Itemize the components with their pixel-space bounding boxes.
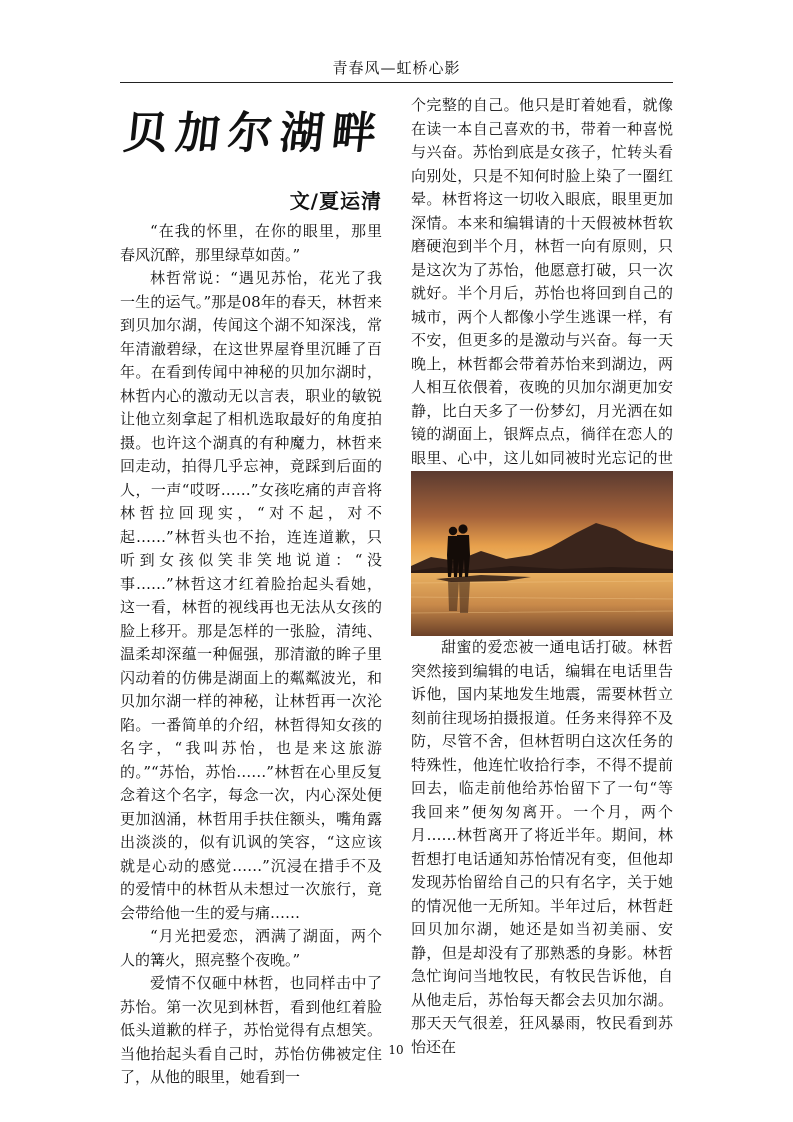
right-column-top	[411, 94, 673, 494]
paragraph-meeting: 林哲常说：“遇见苏怡，花光了我一生的运气。”那是08年的春天，林哲来到贝加尔湖，传闻这个湖不知深浅，常年清澈碧绿，在这世界屋脊里沉睡了百年。在看到传闻中神秘的贝加尔湖时，林哲内心的激动无以言表，职业的敏锐让他立刻拿起了相机选取最好的角度拍摄。也许这个湖真的有种魔力，林哲来回走动，拍得几乎忘神，竟踩到后面的人，一声“哎呀……”女孩吃痛的声音将林哲拉回现实，“对不起，对不起……”林哲头也不抬，连连道歉，只听到女孩似笑非笑地说道：“没事……”林哲这才红着脸抬起头看她，这一看，林哲的视线再也无法从女孩的脸上移开。那是怎样的一张脸，清纯、温柔却深蕴一种倔强，那清澈的眸子里闪动着的仿佛是湖面上的粼粼波光，和贝加尔湖一样的神秘，让林哲再一次沦陷。一番简单的介绍，林哲得知女孩的名字，“我叫苏怡，也是来这旅游的。”“苏怡，苏怡……”林哲在心里反复念着这个名字，每念一次，内心深处便更加汹涌，林哲用手扶住额头，嘴角露出淡淡的，似有讥讽的笑容，“这应该就是心动的感觉……”沉浸在措手不及的爱情中的林哲从未想过一次旅行，竟会带给他一生的爱与痛……	[120, 269, 382, 922]
article-byline: 文/夏运清	[289, 189, 382, 213]
paragraph-continuation: 个完整的自己。他只是盯着她看，就像在读一本自己喜欢的书，带着一种喜悦与兴奋。苏怡到底是女孩子，忙转头看向别处，只是不知何时脸上染了一圈红晕。林哲将这一切收入眼底，眼里更加深情。本来和编辑请的十天假被林哲软磨硬泡到半个月，林哲一向有原则，只是这次为了苏怡，他愿意打破，只一次就好。半个月后，苏怡也将回到自己的城市，两个人都像小学生逃课一样，有不安，但更多的是激动与兴奋。每一天晚上，林哲都会带着苏怡来到湖边，两人相互依偎着，夜晚的贝加尔湖更加安静，比白天多了一份梦幻，月光洒在如镜的湖面上，银辉点点，徜徉在恋人的眼里、心中，这儿如同被时光忘记的世	[411, 96, 673, 467]
right-column-bottom	[411, 636, 673, 1059]
sunset-couple-illustration	[411, 471, 673, 636]
paragraph-separation: 甜蜜的爱恋被一通电话打破。林哲突然接到编辑的电话，编辑在电话里告诉他，国内某地发生地震，需要林哲立刻前往现场拍摄报道。任务来得猝不及防，尽管不舍，但林哲明白这次任务的特殊性，他连忙收拾行李，不得不提前回去，临走前他给苏怡留下了一句“等我回来”便匆匆离开。一个月，两个月……林哲离开了将近半年。期间，林哲想打电话通知苏怡情况有变，但他却发现苏怡留给自己的只有名字，关于她的情况他一无所知。半年过后，林哲赶回贝加尔湖，她还是如当初美丽、安静，但是却没有了那熟悉的身影。林哲急忙询问当地牧民，有牧民告诉他，自从他走后，苏怡每天都会去贝加尔湖。那天天气很差，狂风暴雨，牧民看到苏怡还在	[411, 638, 673, 1056]
header-divider	[120, 82, 673, 83]
paragraph-epigraph-1: “在我的怀里，在你的眼里，那里春风沉醉，那里绿草如茵。”	[120, 222, 382, 264]
paragraph-suyi: 爱情不仅砸中林哲，也同样击中了苏怡。第一次见到林哲，看到他红着脸低头道歉的样子，苏怡觉得有点想笑。当他抬起头看自己时，苏怡仿佛被定住了，从他的眼里，她看到一	[120, 974, 382, 1086]
article-title: 贝加尔湖畔	[121, 108, 387, 159]
running-header: 青春风—虹桥心影	[332, 59, 461, 77]
page-number: 10	[388, 1043, 404, 1057]
paragraph-epigraph-2: “月光把爱恋，洒满了湖面，两个人的篝火，照亮整个夜晚。”	[120, 927, 382, 969]
sunset-couple-photo	[411, 471, 673, 636]
left-column	[120, 220, 382, 1090]
